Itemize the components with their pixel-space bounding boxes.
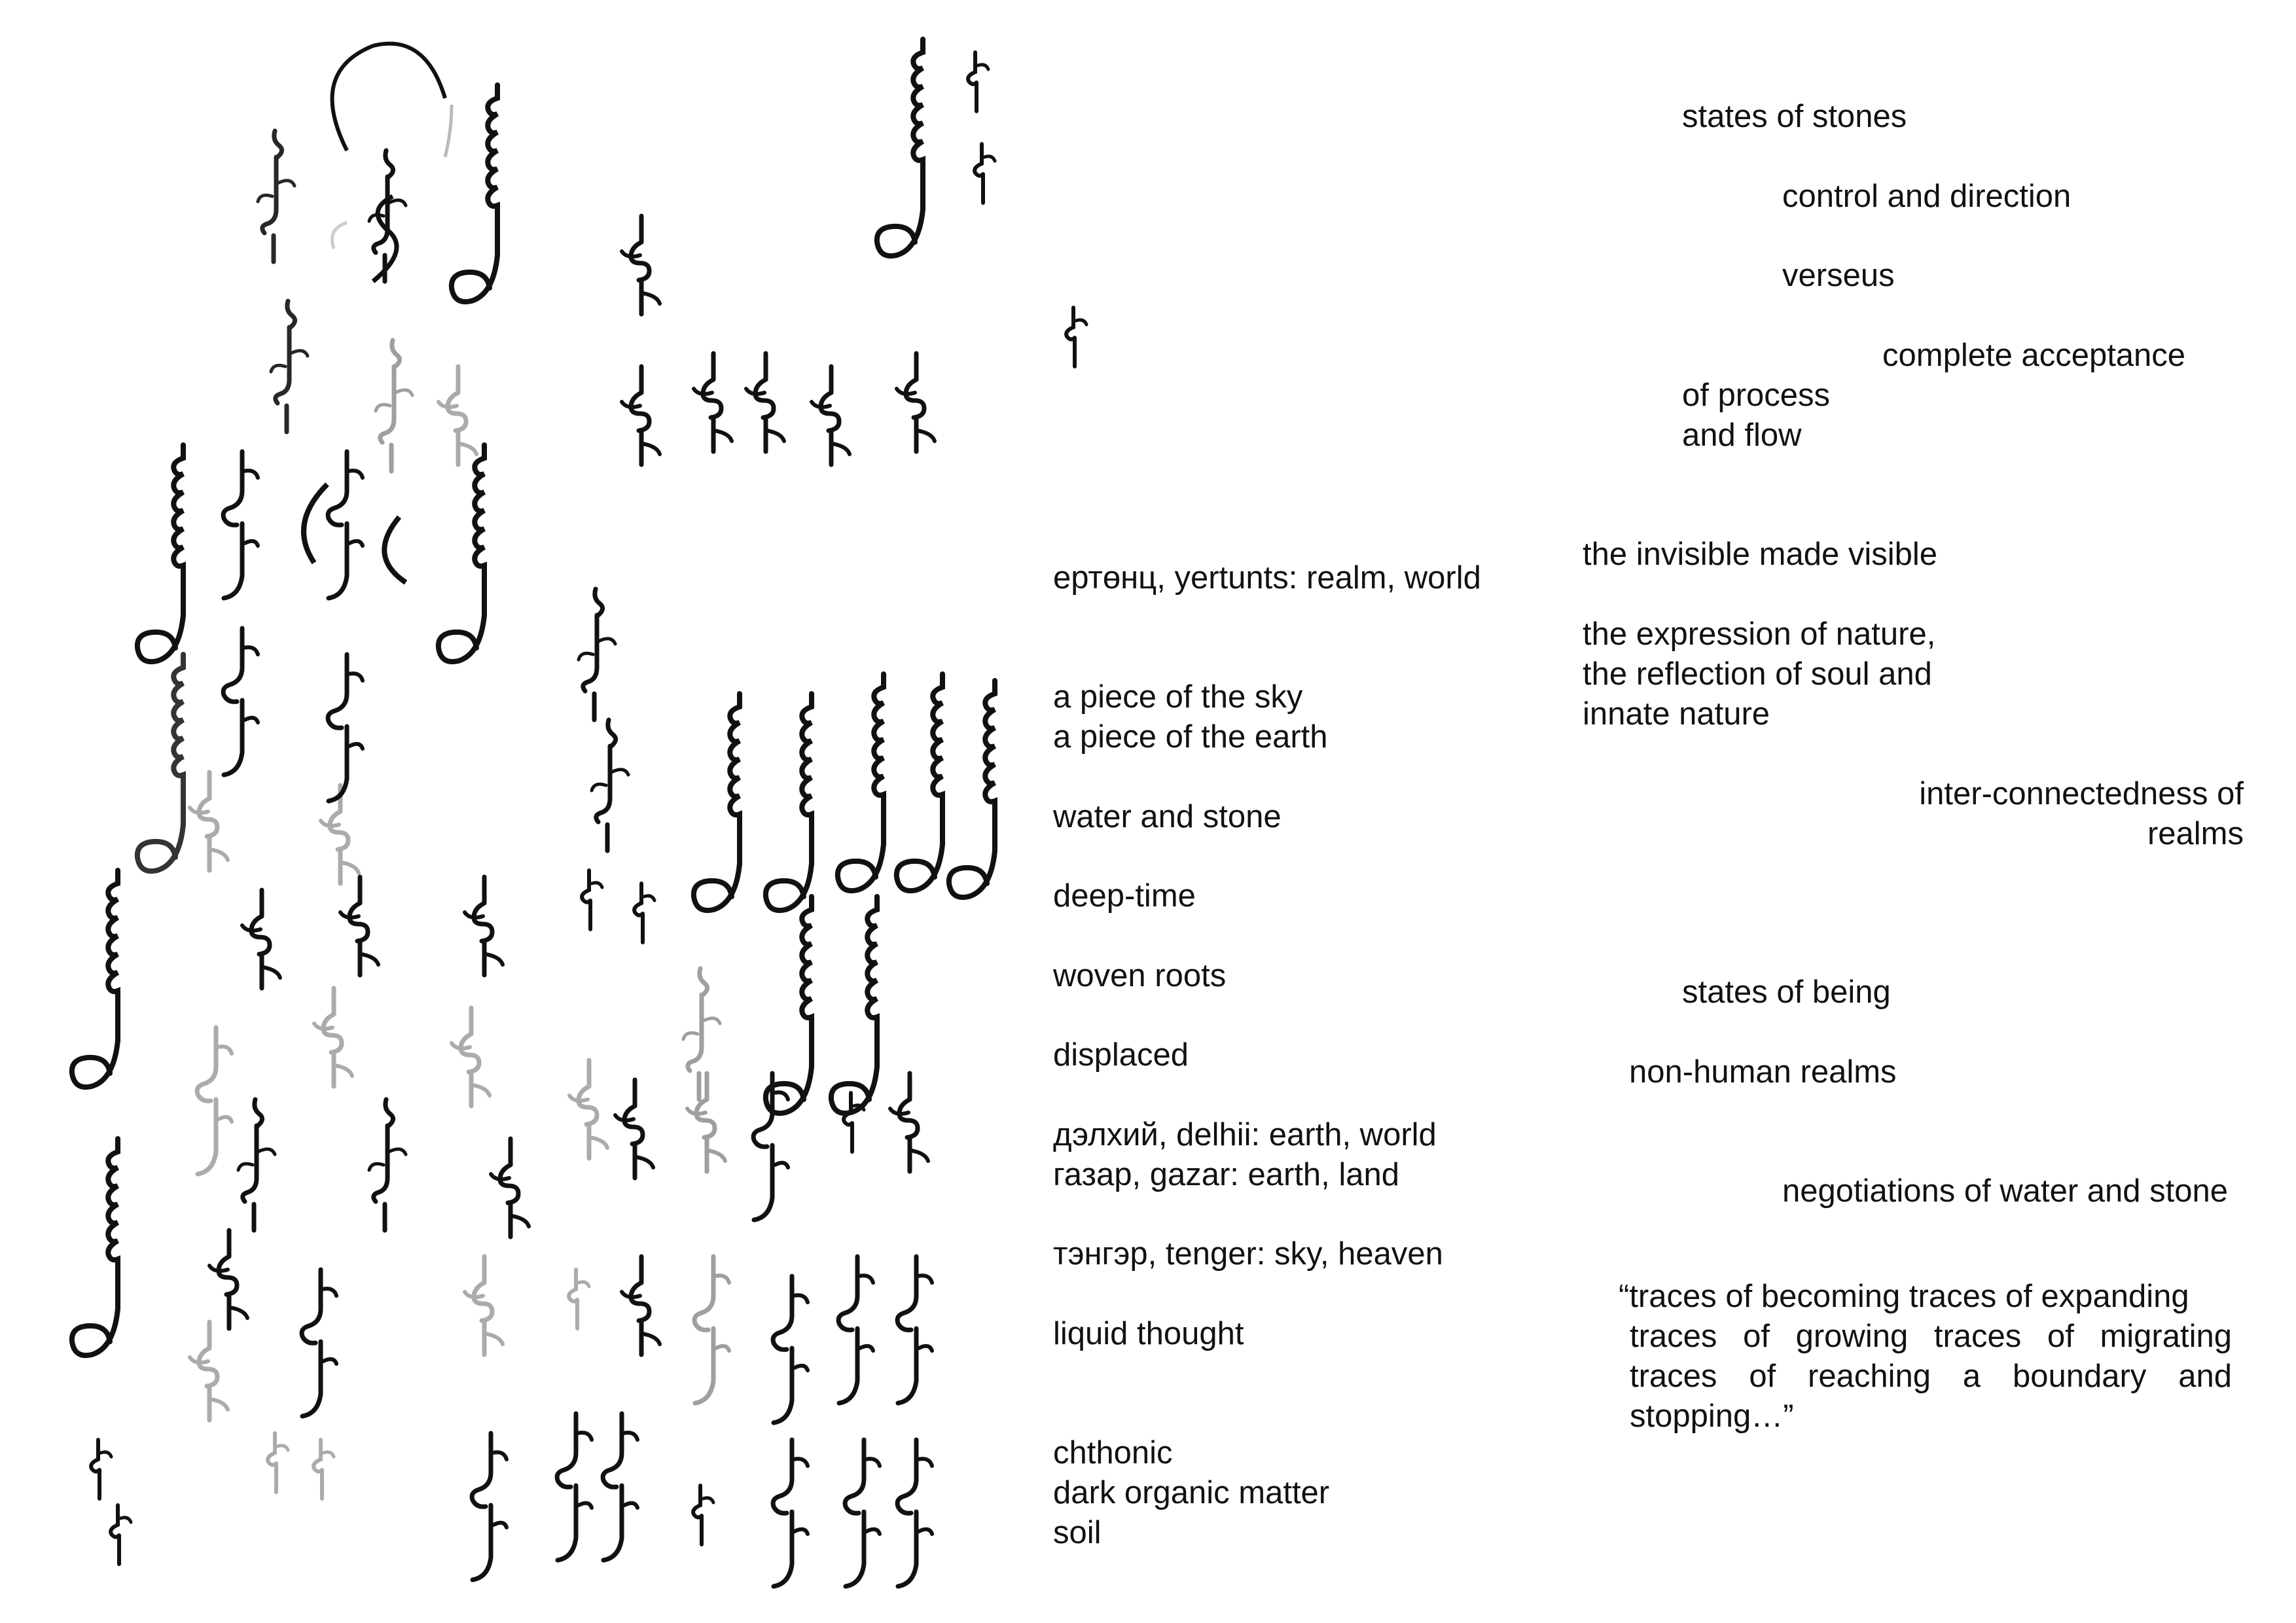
quote-line: traces of growing traces of migrating bbox=[1630, 1319, 2232, 1354]
quote-line: “traces of becoming traces of expanding bbox=[1619, 1279, 2189, 1314]
text-expression-1: the expression of nature, bbox=[1583, 616, 1936, 652]
text-tenger: тэнгэр, tenger: sky, heaven bbox=[1053, 1236, 1443, 1272]
text-expression-2: the reflection of soul and bbox=[1583, 656, 1932, 692]
traces-quote bbox=[1619, 1277, 2232, 1436]
text-of-process: of process bbox=[1682, 378, 1831, 413]
mongolian-calligraphy-illustration bbox=[39, 26, 1100, 1610]
text-expression-3: innate nature bbox=[1583, 696, 1770, 732]
quote-line: stopping…” bbox=[1630, 1399, 1794, 1434]
text-states-of-being: states of being bbox=[1682, 974, 1891, 1010]
quote-line: traces of reaching a boundary and bbox=[1630, 1359, 2232, 1394]
text-earth-piece: a piece of the earth bbox=[1053, 719, 1328, 755]
text-states-of-stones: states of stones bbox=[1682, 99, 1907, 134]
text-liquid-thought: liquid thought bbox=[1053, 1316, 1244, 1351]
text-interconnectedness-2: realms bbox=[2147, 816, 2244, 851]
text-chthonic: chthonic bbox=[1053, 1435, 1173, 1471]
text-soil: soil bbox=[1053, 1515, 1102, 1550]
text-woven-roots: woven roots bbox=[1053, 958, 1227, 993]
text-yertunts: ертөнц, yertunts: realm, world bbox=[1053, 560, 1481, 596]
text-invisible-visible: the invisible made visible bbox=[1583, 537, 1937, 572]
text-dark-organic-matter: dark organic matter bbox=[1053, 1475, 1330, 1510]
text-displaced: displaced bbox=[1053, 1037, 1189, 1073]
text-negotiations: negotiations of water and stone bbox=[1782, 1173, 2229, 1209]
text-complete-acceptance: complete acceptance bbox=[1882, 338, 2186, 373]
text-verseus: verseus bbox=[1782, 258, 1895, 293]
text-non-human-realms: non-human realms bbox=[1629, 1054, 1897, 1090]
text-and-flow: and flow bbox=[1682, 418, 1802, 453]
text-interconnectedness-1: inter-connectedness of bbox=[1919, 776, 2244, 812]
text-gazar: газар, gazar: earth, land bbox=[1053, 1157, 1400, 1192]
text-sky-piece: a piece of the sky bbox=[1053, 679, 1303, 715]
text-delhii: дэлхий, delhii: earth, world bbox=[1053, 1117, 1437, 1152]
text-deep-time: deep-time bbox=[1053, 878, 1196, 914]
text-water-stone: water and stone bbox=[1053, 799, 1282, 834]
text-control-direction: control and direction bbox=[1782, 179, 2072, 214]
